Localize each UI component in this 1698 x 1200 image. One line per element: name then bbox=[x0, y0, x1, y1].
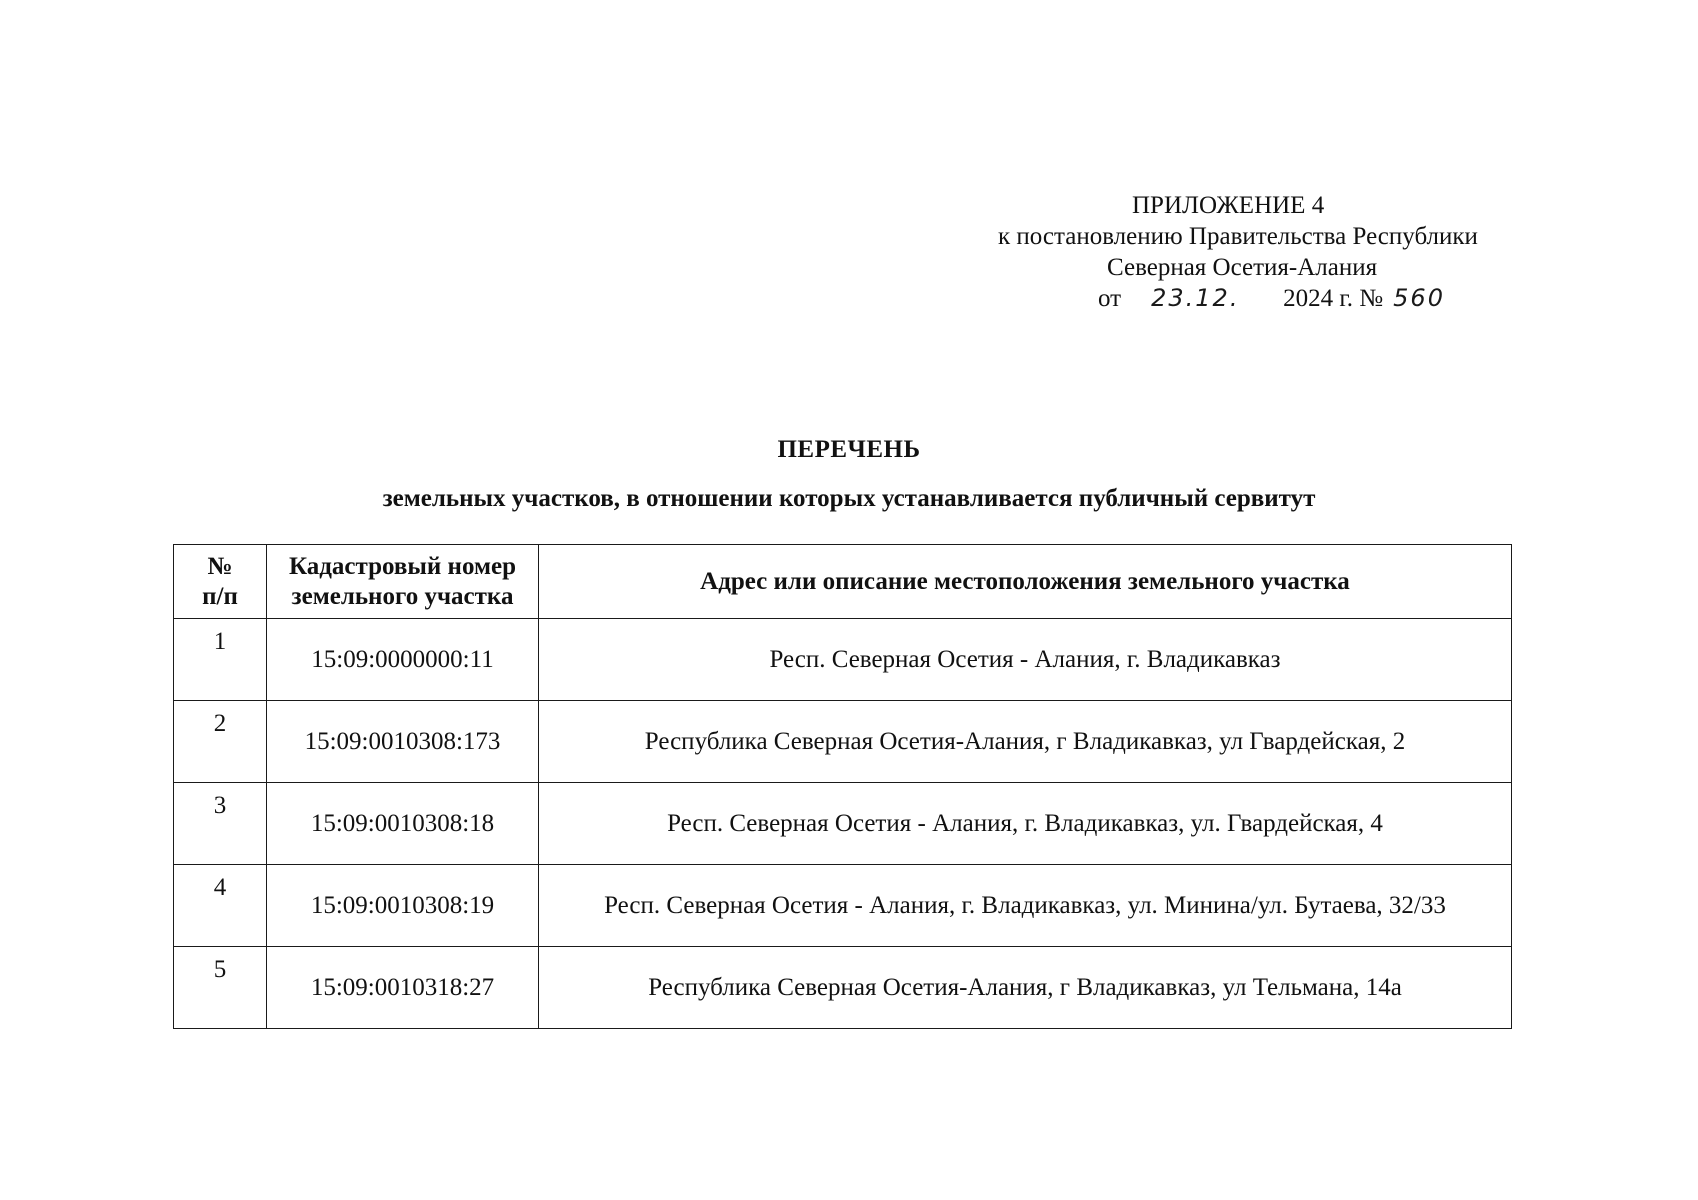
row-number: 1 bbox=[174, 619, 267, 701]
row-address: Республика Северная Осетия-Алания, г Владикавказ, ул Тельмана, 14а bbox=[539, 947, 1512, 1029]
header-cadastral-line2: земельного участка bbox=[291, 582, 514, 610]
header-cadastral bbox=[267, 545, 539, 619]
row-cadastral-number: 15:09:0010318:27 bbox=[267, 947, 539, 1029]
row-cadastral-number: 15:09:0010308:19 bbox=[267, 865, 539, 947]
table-row bbox=[174, 619, 1512, 701]
row-number: 5 bbox=[174, 947, 267, 1029]
appendix-date-line bbox=[1098, 283, 1555, 314]
appendix-resolution-line: к постановлению Правительства Республики bbox=[998, 223, 1478, 250]
row-cadastral-number: 15:09:0000000:11 bbox=[267, 619, 539, 701]
table-row bbox=[174, 947, 1512, 1029]
table-row bbox=[174, 701, 1512, 783]
row-number: 3 bbox=[174, 783, 267, 865]
row-address: Респ. Северная Осетия - Алания, г. Владикавказ bbox=[539, 619, 1512, 701]
row-address: Респ. Северная Осетия - Алания, г. Владикавказ, ул. Гвардейская, 4 bbox=[539, 783, 1512, 865]
header-num-line2: п/п bbox=[202, 582, 238, 610]
row-cadastral-number: 15:09:0010308:18 bbox=[267, 783, 539, 865]
land-plots-table bbox=[173, 544, 1512, 1029]
document-title: ПЕРЕЧЕНЬ bbox=[777, 436, 921, 463]
header-cadastral-line1: Кадастровый номер bbox=[288, 552, 517, 580]
appendix-republic-line: Северная Осетия-Алания bbox=[1107, 254, 1378, 281]
header-num bbox=[174, 545, 267, 619]
document-subtitle: земельных участков, в отношении которых устанавливается публичный сервитут bbox=[382, 485, 1316, 512]
appendix-title: ПРИЛОЖЕНИЕ 4 bbox=[1132, 192, 1325, 219]
header-address: Адрес или описание местоположения земельного участка bbox=[539, 545, 1512, 619]
header-num-line1: № bbox=[207, 552, 233, 580]
table-header-row bbox=[174, 545, 1512, 619]
year-number-label: 2024 г. № bbox=[1283, 285, 1384, 312]
row-number: 4 bbox=[174, 865, 267, 947]
row-number: 2 bbox=[174, 701, 267, 783]
table-row bbox=[174, 783, 1512, 865]
handwritten-date: 23.12. bbox=[1151, 284, 1240, 312]
from-label: от bbox=[1098, 285, 1122, 312]
handwritten-number: 560 bbox=[1393, 284, 1445, 312]
row-address: Респ. Северная Осетия - Алания, г. Владикавказ, ул. Минина/ул. Бутаева, 32/33 bbox=[539, 865, 1512, 947]
table-row bbox=[174, 865, 1512, 947]
row-cadastral-number: 15:09:0010308:173 bbox=[267, 701, 539, 783]
row-address: Республика Северная Осетия-Алания, г Владикавказ, ул Гвардейская, 2 bbox=[539, 701, 1512, 783]
appendix-header bbox=[985, 190, 1555, 314]
